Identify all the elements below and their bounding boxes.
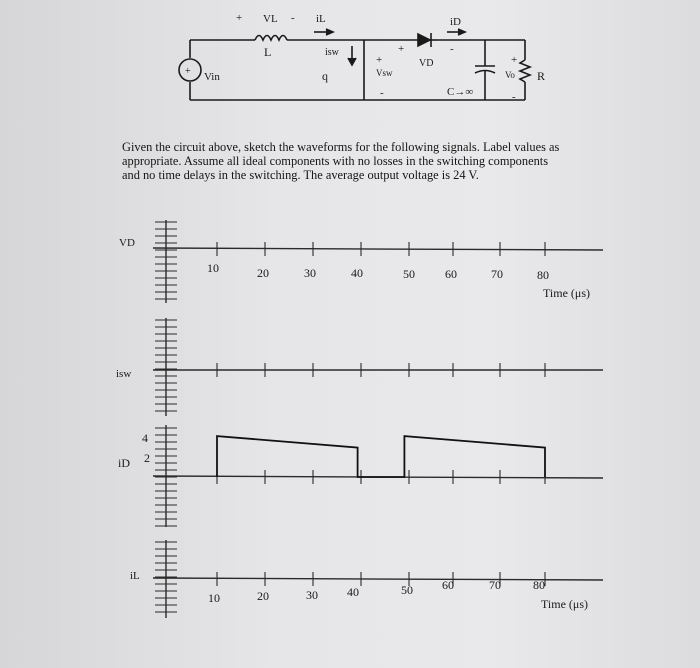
- il-tick-60: 60: [442, 578, 454, 592]
- vd-tick-30: 30: [304, 266, 316, 280]
- il-tick-50: 50: [401, 583, 413, 597]
- problem-statement: [122, 140, 622, 182]
- vsw-plus: +: [376, 54, 383, 66]
- il-tick-80: 80: [533, 578, 545, 592]
- il-label: iL: [316, 13, 326, 25]
- id-label: iD: [450, 16, 461, 28]
- id-tick-4: 4: [142, 431, 148, 445]
- id-waveform-line: [217, 436, 545, 477]
- il-plot-label: iL: [130, 570, 140, 582]
- il-tick-20: 20: [257, 589, 269, 603]
- id-plot-label: iD: [118, 456, 130, 470]
- source-label: Vin: [204, 71, 220, 83]
- vd-tick-80: 80: [537, 268, 549, 282]
- vd-tick-50: 50: [403, 267, 415, 281]
- inductor-label: L: [264, 45, 272, 59]
- vd-tick-70: 70: [491, 267, 503, 281]
- vd-time-axis-label: Time (μs): [543, 286, 590, 300]
- vd-tick-60: 60: [445, 267, 457, 281]
- vl-plus: +: [236, 12, 243, 24]
- prompt-line-2: appropriate. Assume all ideal components with no losses in the switching components: [122, 154, 549, 168]
- x-axis-ticks: [217, 242, 545, 586]
- capacitor-label: C→∞: [447, 86, 474, 98]
- vo-plus: +: [511, 54, 518, 66]
- diode-plus: +: [398, 43, 405, 55]
- vd-plot-label: VD: [119, 237, 135, 249]
- vsw-minus: -: [380, 87, 384, 99]
- vd-label: VD: [419, 58, 434, 69]
- isw-plot-label: isw: [116, 368, 132, 380]
- resistor-symbol: [520, 60, 530, 82]
- isw-label: isw: [325, 47, 339, 58]
- il-tick-70: 70: [489, 578, 501, 592]
- vd-tick-40: 40: [351, 266, 363, 280]
- id-tick-2: 2: [144, 451, 150, 465]
- source-plus: +: [185, 66, 191, 77]
- il-time-labels: [208, 578, 545, 605]
- id-waveform: [217, 436, 545, 477]
- circuit-diagram: [179, 29, 530, 100]
- vd-time-labels: [207, 261, 549, 282]
- diode-symbol: [418, 34, 430, 46]
- vd-tick-20: 20: [257, 266, 269, 280]
- vo-label: Vo: [505, 70, 515, 80]
- diode-minus: -: [450, 43, 454, 55]
- vl-minus: -: [291, 12, 295, 24]
- vl-label: VL: [263, 13, 278, 25]
- il-tick-10: 10: [208, 591, 220, 605]
- prompt-line-1: Given the circuit above, sketch the waveforms for the following signals. Label values as: [122, 140, 560, 154]
- vsw-label: Vsw: [376, 68, 393, 78]
- inductor-symbol: [255, 36, 287, 41]
- resistor-label: R: [537, 69, 546, 83]
- il-time-axis-label: Time (μs): [541, 597, 588, 611]
- vo-minus: -: [512, 91, 516, 103]
- il-tick-40: 40: [347, 585, 359, 599]
- vd-tick-10: 10: [207, 261, 219, 275]
- il-tick-30: 30: [306, 588, 318, 602]
- waveform-axes: [153, 220, 603, 618]
- prompt-line-3: and no time delays in the switching. The average output voltage is 24 V.: [122, 168, 479, 182]
- switch-label: q: [322, 69, 328, 83]
